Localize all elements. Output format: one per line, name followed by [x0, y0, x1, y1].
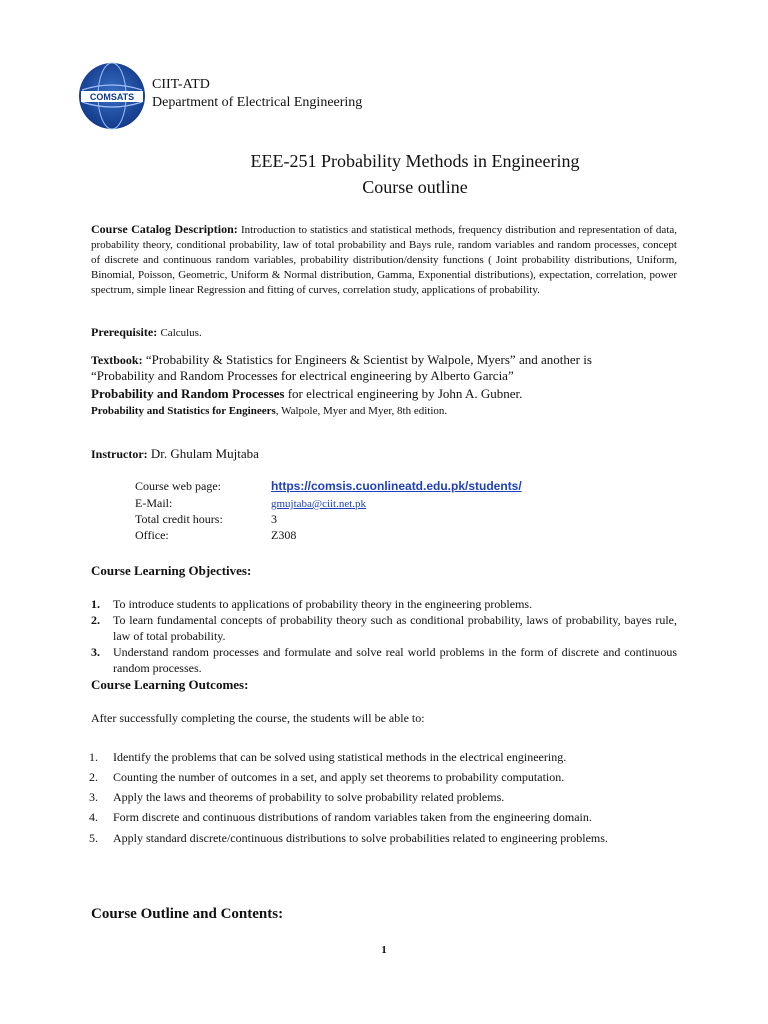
- instructor: Instructor: Dr. Ghulam Mujtaba: [91, 446, 259, 461]
- outcome-item: 1. Identify the problems that can be solved using statistical methods in the electrical engineering.: [89, 750, 567, 764]
- objective-item: 2. To learn fundamental concepts of probability theory such as conditional probability, laws of probability, bayes rule, law of total probability.: [91, 613, 677, 643]
- catalog-text: Introduction to statistics and statistical methods, frequency distribution and representation of data, probability theory, conditional probability, law of total probability and Bays rule, random variables and random processes, concept of discrete and continuous random variables, probability distribution/density functions ( Joint probability distributions, Uniform, Binomial, Poisson, Geometric, Uniform & Normal distribution, Gamma, Exponential distributions), expectation, correlation, power spectrum, simple linear Regression and fitting of curves, correlation study, applications of probability.: [91, 224, 678, 296]
- textbook-line2: Probability and Random Processes for electrical engineering by John A. Gubner.: [91, 386, 523, 401]
- org-name: CIIT-ATD: [152, 77, 210, 92]
- catalog-description: [91, 222, 677, 298]
- outcome-item: 2. Counting the number of outcomes in a set, and apply set theorems to probability computation.: [89, 770, 565, 784]
- outcome-item: 3. Apply the laws and theorems of probability to solve probability related problems.: [89, 790, 505, 804]
- outline-heading: Course Outline and Contents:: [91, 906, 284, 922]
- email-link[interactable]: gmujtaba@ciit.net.pk: [271, 498, 367, 510]
- textbook-line3: Probability and Statistics for Engineers, Walpole, Myer and Myer, 8th edition.: [91, 405, 448, 417]
- info-office-row: Office: Z308: [135, 528, 297, 542]
- info-email-row: E-Mail: gmujtaba@ciit.net.pk: [135, 496, 367, 510]
- course-subtitle: Course outline: [362, 177, 468, 197]
- objective-item: 3. Understand random processes and formulate and solve real world problems in the form of discrete and continuous random processes.: [91, 645, 677, 675]
- course-title: EEE-251 Probability Methods in Engineering: [250, 151, 580, 171]
- course-webpage-link[interactable]: https://comsis.cuonlineatd.edu.pk/students/: [271, 479, 522, 493]
- catalog-label: Course Catalog Description:: [91, 222, 238, 236]
- svg-text:COMSATS: COMSATS: [89, 92, 135, 102]
- info-webpage-row: Course web page: https://comsis.cuonlineatd.edu.pk/students/: [135, 479, 522, 493]
- objectives-heading: Course Learning Objectives:: [91, 563, 252, 578]
- textbook: Textbook: “Probability & Statistics for Engineers & Scientist by Walpole, Myers” and another is “Probability and Random Processes for electrical engineering by Alberto Garcia”: [91, 352, 592, 383]
- outcomes-heading: Course Learning Outcomes:: [91, 677, 249, 692]
- page-number: 1: [381, 944, 387, 956]
- outcome-item: 4. Form discrete and continuous distributions of random variables taken from the engineering domain.: [89, 810, 592, 824]
- objective-item: 1. To introduce students to applications of probability theory in the engineering problems.: [91, 597, 533, 611]
- outcomes-intro: After successfully completing the course, the students will be able to:: [91, 711, 425, 725]
- prerequisite: Prerequisite: Calculus.: [91, 325, 202, 339]
- department-name: Department of Electrical Engineering: [152, 95, 363, 110]
- comsats-logo: [78, 62, 146, 130]
- outcome-item: 5. Apply standard discrete/continuous distributions to solve probabilities related to engineering problems.: [89, 831, 608, 845]
- info-credits-row: Total credit hours: 3: [135, 512, 277, 526]
